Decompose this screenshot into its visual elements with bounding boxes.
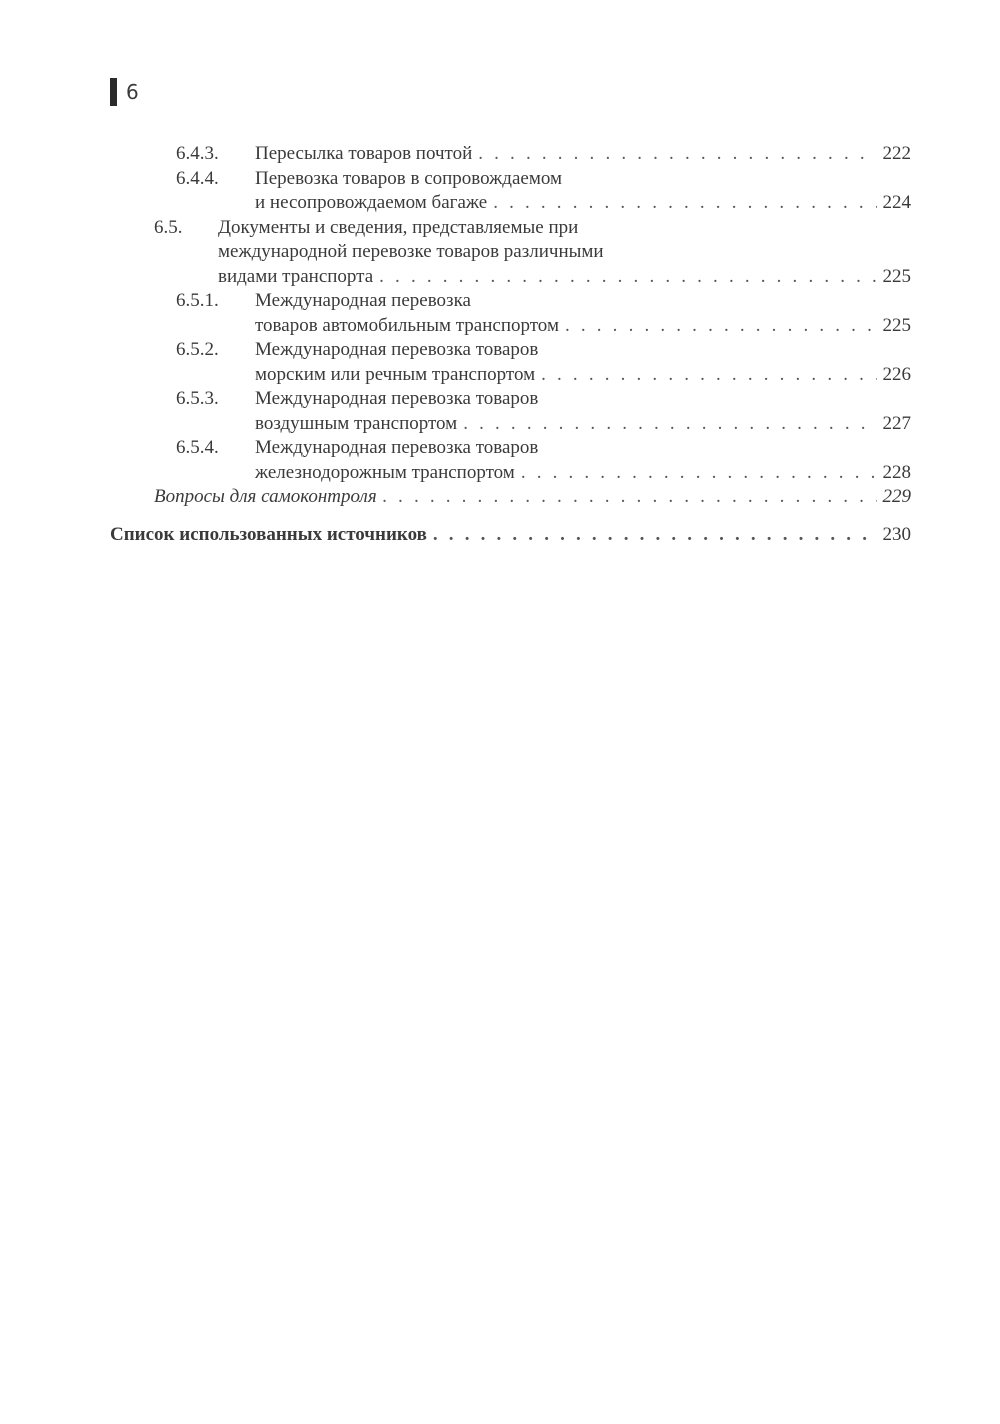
toc-entry-number: 6.4.4. (176, 167, 219, 189)
dot-leader (463, 412, 876, 437)
toc-entry-page: 228 (882, 461, 911, 483)
toc-entry-6-4-4[interactable] (0, 167, 1000, 216)
toc-entry-page: 222 (882, 143, 911, 164)
dot-leader (521, 461, 877, 486)
toc-entry-title: Пересылка товаров почтой (255, 143, 473, 164)
toc-entry-title: Список использованных источников (110, 523, 427, 545)
toc-entry-questions[interactable] (0, 485, 1000, 510)
toc-entry-6-5-1[interactable] (0, 289, 1000, 338)
toc-entry-6-5[interactable] (0, 216, 1000, 290)
toc-entry-title: международной перевозке товаров различными (218, 241, 604, 262)
toc-entry-title: воздушным транспортом (255, 412, 458, 434)
toc-entry-page: 224 (882, 192, 911, 213)
toc-entry-6-4-3[interactable] (0, 142, 1000, 167)
toc-entry-title: Вопросы для самоконтроля (154, 486, 377, 507)
toc-entry-title: морским или речным транспортом (255, 363, 536, 385)
toc-entry-title: Международная перевозка (255, 290, 471, 311)
toc-entry-number: 6.5.1. (176, 290, 219, 311)
toc-entry-6-5-4[interactable] (0, 436, 1000, 485)
toc-entry-number: 6.5.2. (176, 339, 219, 360)
toc-entry-page: 226 (882, 363, 911, 385)
toc-entry-title: Перевозка товаров в сопровождаемом (255, 167, 563, 189)
dot-leader (478, 142, 876, 167)
dot-leader (379, 265, 876, 290)
toc-entry-number: 6.5. (154, 216, 183, 238)
toc-entry-title: и несопровождаемом багаже (255, 192, 488, 213)
toc-entry-page: 230 (882, 523, 911, 545)
dot-leader (493, 191, 876, 216)
toc-entry-number: 6.4.3. (176, 143, 219, 164)
toc-entry-number: 6.5.4. (176, 437, 219, 458)
page-number: 6 (126, 80, 139, 104)
toc-entry-title: Международная перевозка товаров (255, 437, 539, 458)
toc-entry-page: 227 (882, 412, 911, 434)
dot-leader (383, 485, 877, 510)
dot-leader (541, 363, 876, 388)
toc-entry-title: Документы и сведения, представляемые при (218, 216, 579, 238)
toc-entry-references[interactable] (0, 523, 1000, 548)
toc-entry-6-5-3[interactable] (0, 387, 1000, 436)
dot-leader (565, 314, 877, 339)
toc-entry-title: Международная перевозка товаров (255, 388, 539, 409)
dot-leader (433, 523, 877, 548)
toc-entry-page: 229 (882, 486, 911, 507)
table-of-contents (0, 142, 1000, 547)
toc-entry-title: видами транспорта (218, 265, 374, 287)
toc-entry-title: товаров автомобильным транспортом (255, 314, 559, 336)
toc-entry-title: железнодорожным транспортом (255, 461, 515, 483)
toc-entry-page: 225 (882, 314, 911, 336)
toc-entry-page: 225 (882, 265, 911, 287)
page-number-marker (110, 78, 117, 106)
toc-entry-number: 6.5.3. (176, 388, 219, 409)
toc-entry-title: Международная перевозка товаров (255, 339, 539, 360)
toc-entry-6-5-2[interactable] (0, 338, 1000, 387)
